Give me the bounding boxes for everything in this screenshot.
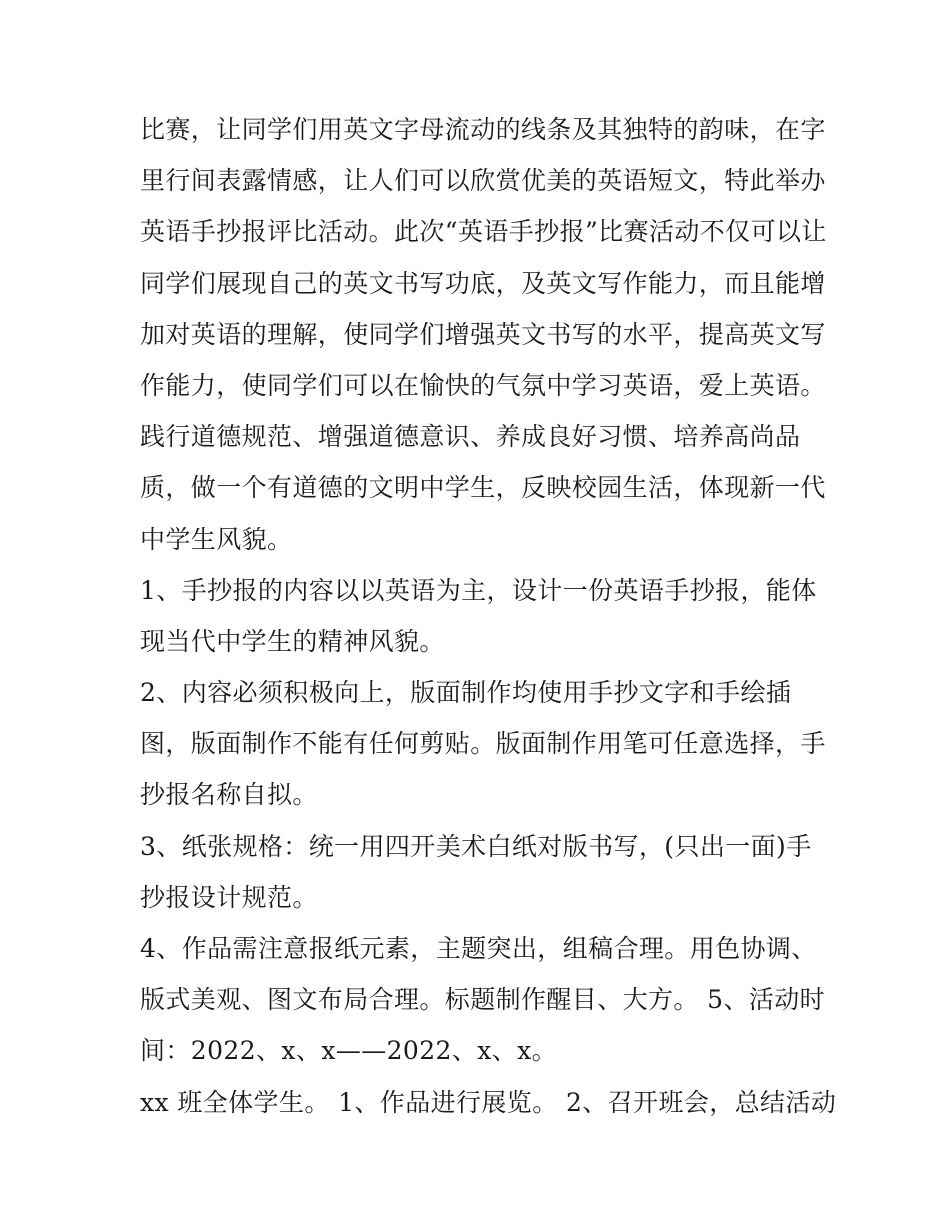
text-line: 里行间表露情感，让人们可以欣赏优美的英语短文，特此举办 — [140, 166, 826, 196]
text-line: 版式美观、图文布局合理。标题制作醒目、大方。 5、活动时 — [140, 985, 826, 1015]
text-line: xx 班全体学生。 1、作品进行展览。 2、召开班会，总结活动 — [140, 1087, 837, 1117]
text-line: 质，做一个有道德的文明中学生，反映校园生活，体现新一代 — [140, 473, 826, 503]
list-item: 1、手抄报的内容以以英语为主，设计一份英语手抄报，能体 — [140, 575, 817, 605]
text-line: 图，版面制作不能有任何剪贴。版面制作用笔可任意选择，手 — [140, 729, 826, 759]
text-line: 间：2022、x、x——2022、x、x。 — [140, 1036, 558, 1066]
list-item: 2、内容必须积极向上，版面制作均使用手抄文字和手绘插 — [140, 678, 792, 708]
text-line: 作能力，使同学们可以在愉快的气氛中学习英语，爱上英语。 — [140, 370, 826, 400]
text-line: 同学们展现自己的英文书写功底，及英文写作能力，而且能增 — [140, 268, 826, 298]
text-line: 加对英语的理解，使同学们增强英文书写的水平，提高英文写 — [140, 319, 826, 349]
list-item: 3、纸张规格：统一用四开美术白纸对版书写，(只出一面)手 — [140, 831, 812, 861]
text-line: 抄报名称自拟。 — [140, 780, 318, 810]
text-line: 践行道德规范、增强道德意识、养成良好习惯、培养高尚品 — [140, 422, 801, 452]
text-line: 比赛，让同学们用英文字母流动的线条及其独特的韵味，在字 — [140, 115, 826, 144]
document-body — [140, 104, 837, 1128]
text-line: 现当代中学生的精神风貌。 — [140, 626, 445, 656]
text-line: 抄报设计规范。 — [140, 882, 318, 912]
text-line: 英语手抄报评比活动。此次“英语手抄报”比赛活动不仅可以让 — [140, 217, 827, 247]
text-line: 中学生风貌。 — [140, 524, 293, 554]
list-item: 4、作品需注意报纸元素，主题突出，组稿合理。用色协调、 — [140, 934, 817, 963]
